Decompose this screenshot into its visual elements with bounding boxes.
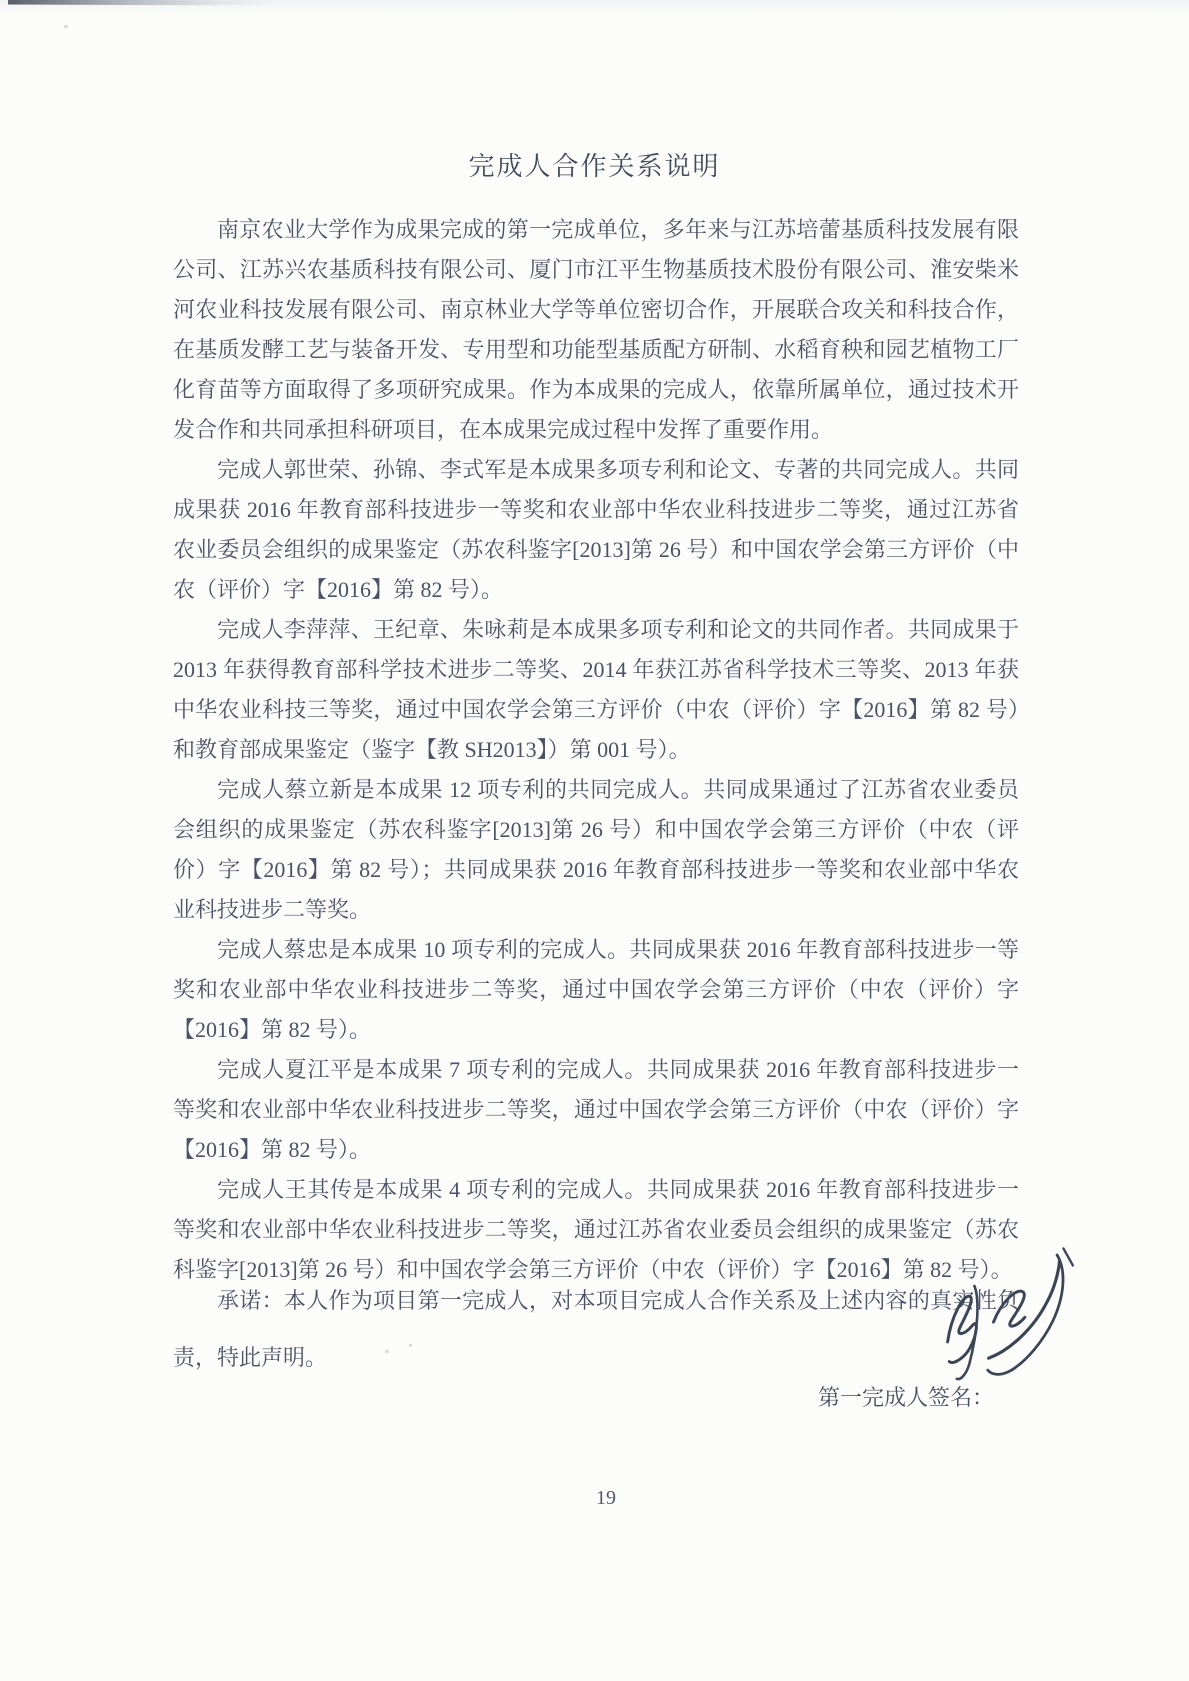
handwritten-signature — [910, 1241, 1089, 1393]
commitment-statement: 承诺：本人作为项目第一完成人，对本项目完成人合作关系及上述内容的真实性负责，特此声明。 — [173, 1288, 1019, 1370]
paragraph-cai-zhong: 完成人蔡忠是本成果 10 项专利的完成人。共同成果获 2016 年教育部科技进步一等奖和农业部中华农业科技进步二等奖，通过中国农学会第三方评价（中农（评价）字【2016】第 82 号）。 — [173, 937, 1019, 1042]
scan-smudge — [8, 0, 273, 5]
page-number: 19 — [596, 1487, 616, 1509]
paragraph-wang-qichuan: 完成人王其传是本成果 4 项专利的完成人。共同成果获 2016 年教育部科技进步一等奖和农业部中华农业科技进步二等奖，通过江苏省农业委员会组织的成果鉴定（苏农科鉴字[2013]第 26 号）和中国农学会第三方评价（中农（评价）字【2016】第 82 号）。 — [173, 1177, 1019, 1282]
document-title: 完成人合作关系说明 — [468, 152, 721, 181]
paragraph-xia-jiangping: 完成人夏江平是本成果 7 项专利的完成人。共同成果获 2016 年教育部科技进步一等奖和农业部中华农业科技进步二等奖，通过中国农学会第三方评价（中农（评价）字【2016】第 82 号）。 — [173, 1057, 1019, 1162]
document-body — [173, 210, 1019, 1290]
scan-speck — [64, 25, 68, 28]
paragraph-cai-lixin: 完成人蔡立新是本成果 12 项专利的共同完成人。共同成果通过了江苏省农业委员会组织的成果鉴定（苏农科鉴字[2013]第 26 号）和中国农学会第三方评价（中农（评价）字【2016】第 82 号）；共同成果获 2016 年教育部科技进步一等奖和农业部中华农业科技进步二等奖。 — [173, 777, 1019, 922]
paragraph-guo-sun-li: 完成人郭世荣、孙锦、李式军是本成果多项专利和论文、专著的共同完成人。共同成果获 2016 年教育部科技进步一等奖和农业部中华农业科技进步二等奖，通过江苏省农业委员会组织的成果鉴定（苏农科鉴字[2013]第 26 号）和中国农学会第三方评价（中农（评价）字【2016】第 82 号）。 — [173, 457, 1019, 602]
paragraph-cooperation-overview: 南京农业大学作为成果完成的第一完成单位，多年来与江苏培蕾基质科技发展有限公司、江苏兴农基质科技有限公司、厦门市江平生物基质技术股份有限公司、淮安柴米河农业科技发展有限公司、南京林业大学等单位密切合作，开展联合攻关和科技合作，在基质发酵工艺与装备开发、专用型和功能型基质配方研制、水稻育秧和园艺植物工厂化育苗等方面取得了多项研究成果。作为本成果的完成人，依靠所属单位，通过技术开发合作和共同承担科研项目，在本成果完成过程中发挥了重要作用。 — [173, 217, 1019, 442]
paragraph-li-wang-zhu: 完成人李萍萍、王纪章、朱咏莉是本成果多项专利和论文的共同作者。共同成果于 2013 年获得教育部科学技术进步二等奖、2014 年获江苏省科学技术三等奖、2013 年获中华农业科技三等奖，通过中国农学会第三方评价（中农（评价）字【2016】第 82 号）和教育部成果鉴定（鉴字【教 SH2013】）第 001 号）。 — [173, 617, 1019, 762]
first-completer-signature-label: 第一完成人签名： — [818, 1385, 995, 1410]
